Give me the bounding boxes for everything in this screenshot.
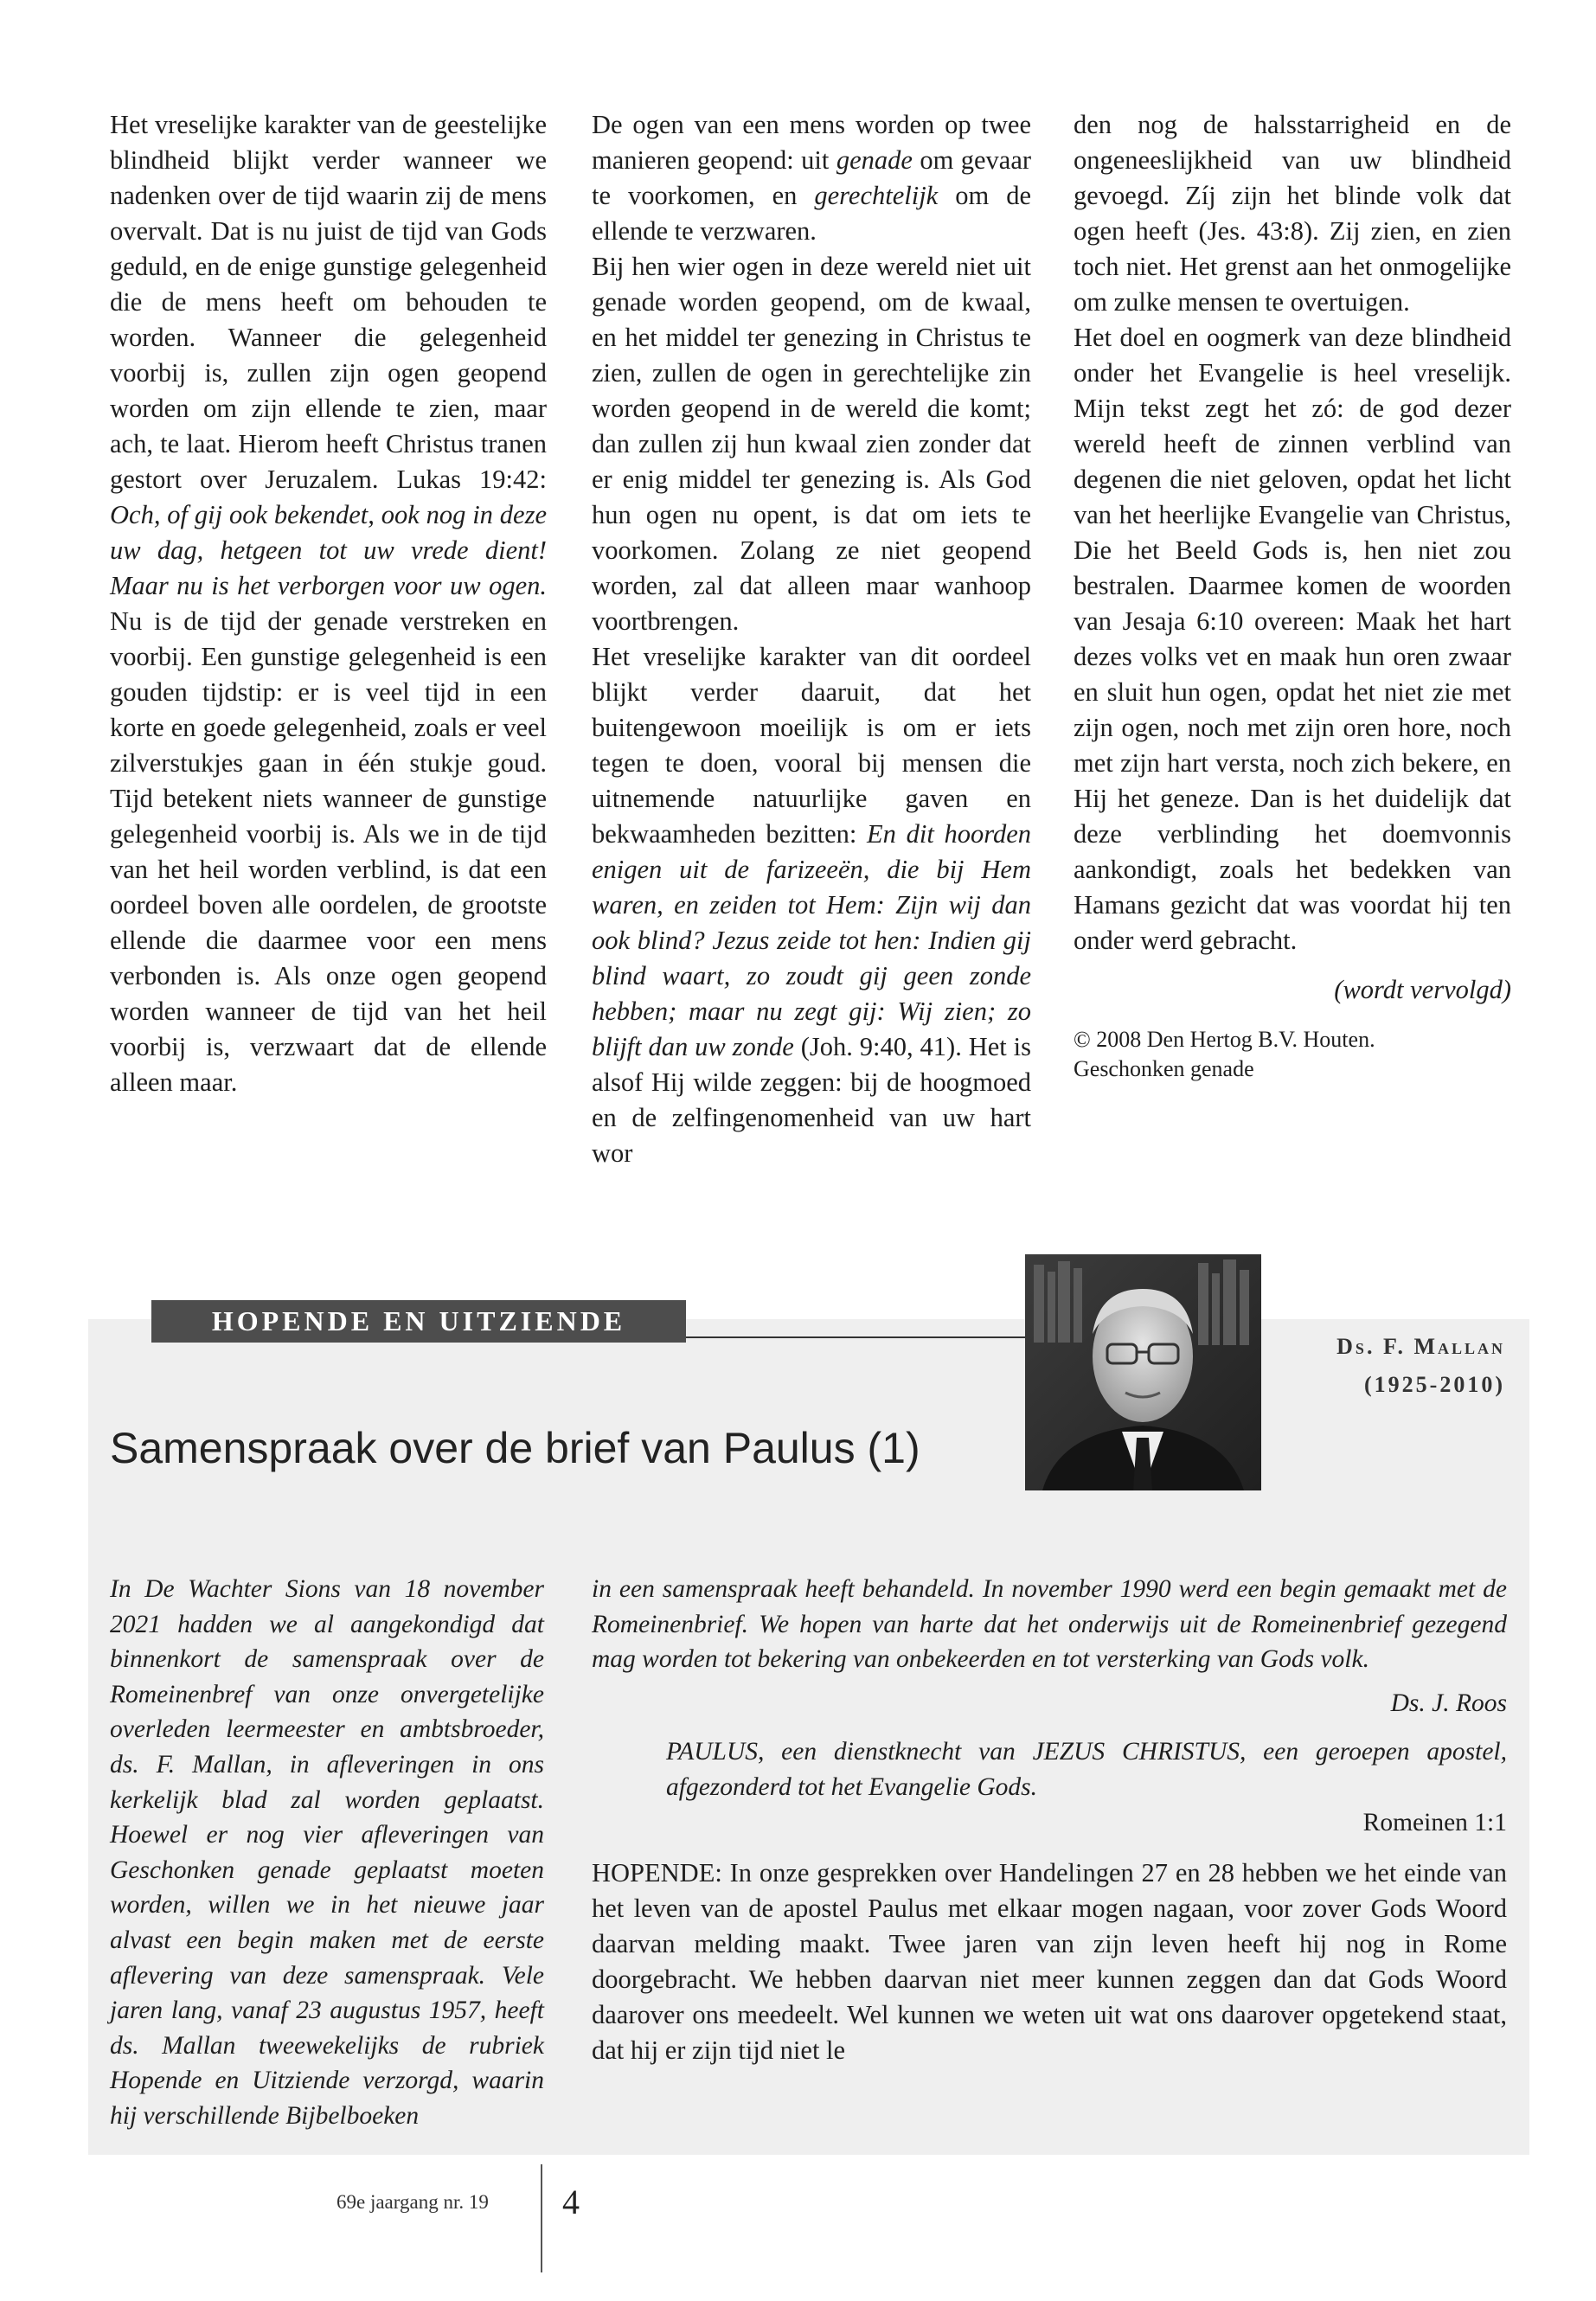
paragraph: den nog de halsstarrigheid en de ongeneeslijkheid van uw blindheid gevoegd. Zíj zijn het blinde volk dat ogen heeft (Jes. 43:8). Zij zien, en zien toch niet. Het grenst aan het onmogelijke om zulke mensen te overtuigen. <box>1074 110 1511 317</box>
scripture-quote: En dit hoorden enigen uit de farizeeën, die bij Hem waren, en zeiden tot Hem: Zijn wij dan ook blind? Jezus zeide tot hen: Indien gij blind waart, zo zoudt gij geen zonde hebben; maar nu zegt gij: Wij zien; zo blijft dan uw zonde <box>592 819 1031 1061</box>
paragraph: in een samenspraak heeft behandeld. In november 1990 werd een begin gemaakt met de Romeinenbrief. We hopen van harte dat het onderwijs uit de Romeinenbrief gezegend mag worden tot bekering van onbekeerden en tot versterking van Gods volk. <box>592 1575 1507 1674</box>
to-be-continued: (wordt vervolgd) <box>1334 975 1511 1004</box>
paragraph: Het doel en oogmerk van deze blindheid onder het Evangelie is heel vreselijk. Mijn tekst zegt het zó: de god dezer wereld heeft de zinnen verblind van degenen die niet geloven, opdat het licht van het heerlijke Evangelie van Christus, Die het Beeld Gods is, hen niet zou bestralen. Daarmee komen de woorden van Jesaja 6:10 overeen: Maak het hart dezes volks vet en maak hun oren zwaar en sluit hun ogen, opdat het niet zie met zijn ogen, noch met zijn oren hore, noch met zijn hart versta, noch zich bekere, en Hij het geneze. Dan is het duidelijk dat deze verblinding het doemvonnis aankondigt, zoals het bedekken van Hamans gezicht dat was voordat hij ten onder werd gebracht. <box>1074 323 1511 955</box>
paragraph: Het vreselijke karakter van de geestelijke blindheid blijkt verder wanneer we nadenken over de tijd waarin zij de mens overvalt. Dat is nu juist de tijd van Gods geduld, en de enige gunstige gelegenheid die de mens heeft om behouden te worden. Wanneer die gelegenheid voorbij is, zullen zijn ogen geopend worden om zijn ellende te zien, maar ach, te laat. Hierom heeft Christus tranen gestort over Jeruzalem. Lukas 19:42: Och, of gij ook bekendet, ook nog in deze uw dag, hetgeen tot uw vrede dient! Maar nu is het verborgen voor uw ogen. Nu is de tijd der genade verstreken en voorbij. Een gunstige gelegenheid is een gouden tijdstip: er is veel tijd in een korte en goede gelegenheid, zoals er veel zilverstukjes gaan in één stukje goud. Tijd betekent niets wanneer de gunstige gelegenheid voorbij is. Als we in de tijd van het heil worden verblind, is dat een oordeel boven alle oordelen, de grootste ellende die daarmee voor een mens verbonden is. Als onze ogen geopend worden wanneer de tijd van het heil voorbij is, verzwaart dat de ellende alleen maar. <box>110 110 547 1097</box>
paragraph: HOPENDE: In onze gesprekken over Handelingen 27 en 28 hebben we het einde van het leven van de apostel Paulus met elkaar mogen nagaan, voor zover Gods Woord daarvan melding maakt. Twee jaren van zijn leven heeft hij nog in Rome doorgebracht. We hebben daarvan niet meer kunnen zeggen dan dat Gods Woord daarover ons meedeelt. Wel kunnen we weten uit wat ons daarover opgetekend staat, dat hij er zijn tijd niet le <box>592 1858 1507 2066</box>
paragraph: Bij hen wier ogen in deze wereld niet uit genade worden geopend, om de kwaal, en het middel ter genezing in Christus te zien, zullen de ogen in gerechtelijke zin worden geopend in de wereld die komt; dan zullen zij hun kwaal zien zonder dat er enig middel ter genezing is. Als God hun ogen nu opent, is dat om iets te voorkomen. Zolang ze niet geopend worden, zal dat alleen maar wanhoop voortbrengen. <box>592 252 1031 636</box>
article-title: Samenspraak over de brief van Paulus (1) <box>110 1424 920 1472</box>
footer-divider <box>541 2164 542 2272</box>
author-photo <box>1025 1254 1261 1490</box>
page-number: 4 <box>562 2182 580 2221</box>
author-name: Ds. F. Mallan <box>1336 1334 1505 1359</box>
rubric-label: HOPENDE EN UITZIENDE <box>151 1300 686 1343</box>
article-body <box>592 1572 1507 2068</box>
scripture-quote: Och, of gij ook bekendet, ook nog in deze uw dag, hetgeen tot uw vrede dient! Maar nu is het verborgen voor uw ogen. <box>110 500 547 600</box>
editorial-intro <box>110 1572 544 2134</box>
paragraph: De ogen van een mens worden op twee manieren geopend: uit genade om gevaar te voorkomen, en gerechtelijk om de ellende te verzwaren. <box>592 110 1032 246</box>
article-column-3 <box>1074 107 1511 1084</box>
article-column-2 <box>592 107 1031 1171</box>
author-byline <box>1336 1328 1505 1404</box>
source-line: Geschonken genade <box>1074 1056 1254 1081</box>
scripture-verse: PAULUS, een dienstknecht van JEZUS CHRISTUS, een geroepen apostel, afgezonderd tot het Evangelie Gods. <box>666 1738 1507 1801</box>
paragraph: In De Wachter Sions van 18 november 2021 hadden we al aangekondigd dat binnenkort de samenspraak over de Romeinenbref van onze onvergetelijke overleden leermeester en ambtsbroeder, ds. F. Mallan, in afleveringen in ons kerkelijk blad zal worden geplaatst. Hoewel er nog vier afleveringen van Geschonken genade geplaatst moeten worden, willen we in het nieuwe jaar alvast een begin maken met de eerste aflevering van deze samenspraak. Vele jaren lang, vanaf 23 augustus 1957, heeft ds. Mallan tweewekelijks de rubriek Hopende en Uitziende verzorgd, waarin hij verschillende Bijbelboeken <box>110 1575 544 2130</box>
author-years: (1925-2010) <box>1364 1372 1505 1397</box>
verse-reference: Romeinen 1:1 <box>1362 1808 1507 1836</box>
issue-info: 69e jaargang nr. 19 <box>337 2191 489 2213</box>
copyright-line: © 2008 Den Hertog B.V. Houten. <box>1074 1027 1375 1052</box>
article-column-1 <box>110 107 547 1100</box>
signature: Ds. J. Roos <box>1390 1689 1507 1717</box>
paragraph: Het vreselijke karakter van dit oordeel blijkt verder daaruit, dat het buitengewoon moeilijk is om er iets tegen te doen, vooral bij mensen die uitnemende natuurlijke gaven en bekwaamheden bezitten: En dit hoorden enigen uit de farizeeën, die bij Hem waren, en zeiden tot Hem: Zijn wij dan ook blind? Jezus zeide tot hen: Indien gij blind waart, zo zoudt gij geen zonde hebben; maar nu zegt gij: Wij zien; zo blijft dan uw zonde (Joh. 9:40, 41). Het is alsof Hij wilde zeggen: bij de hoogmoed en de zelfingenomenheid van uw hart wor <box>592 642 1031 1168</box>
